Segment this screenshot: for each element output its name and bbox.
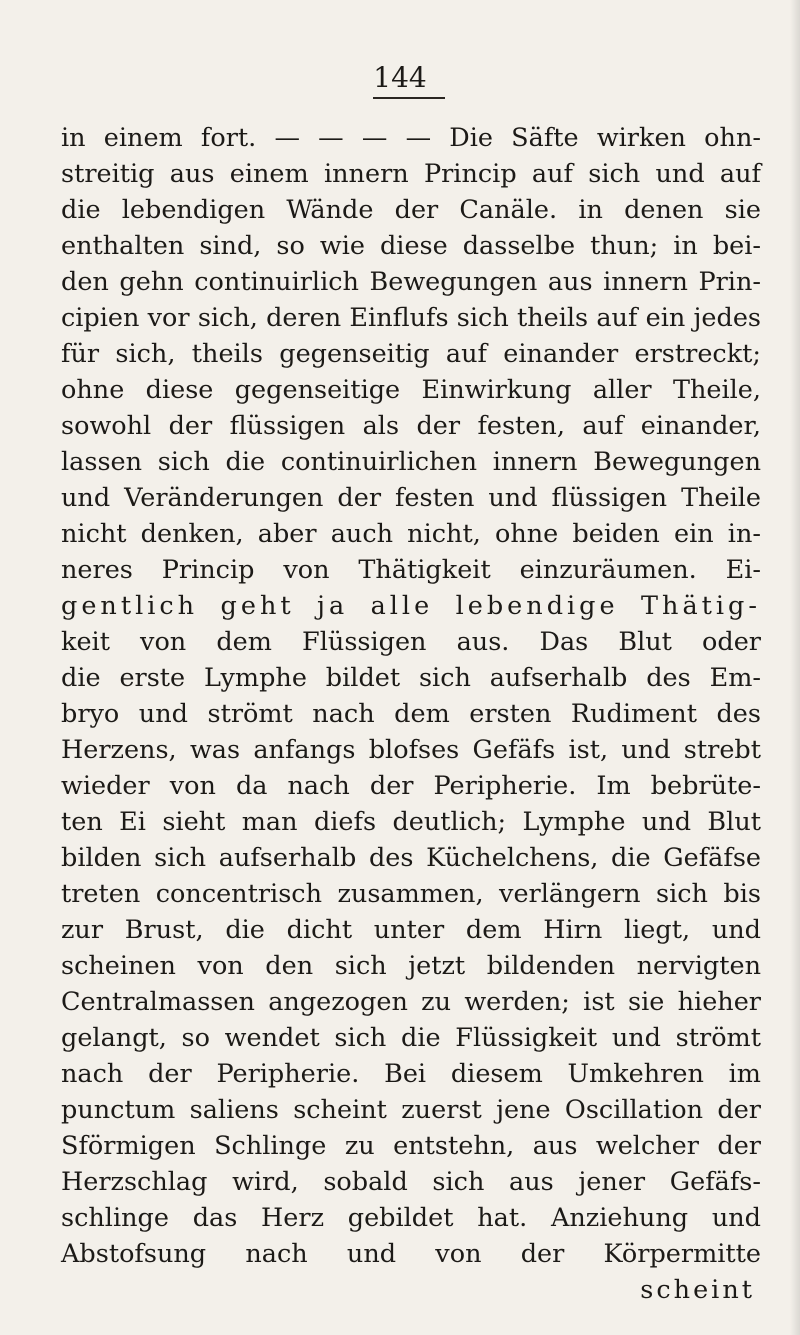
text-line: treten concentrisch zusammen, verlängern sich bis	[61, 879, 761, 909]
text-line: Sförmigen Schlinge zu entstehn, aus welcher der	[61, 1131, 761, 1161]
text-line: ohne diese gegenseitige Einwirkung aller Theile,	[61, 375, 761, 405]
text-line: nach der Peripherie. Bei diesem Umkehren im	[61, 1059, 761, 1089]
text-line: Centralmassen angezogen zu werden; ist sie hieher	[61, 987, 761, 1017]
text-line: sowohl der flüssigen als der festen, auf einander,	[61, 411, 761, 441]
text-line: die erste Lymphe bildet sich aufserhalb des Em-	[61, 663, 761, 693]
text-line: bryo und strömt nach dem ersten Rudiment des	[61, 699, 761, 729]
text-line: Herzschlag wird, sobald sich aus jener Gefäfs-	[61, 1167, 761, 1197]
text-line: zur Brust, die dicht unter dem Hirn liegt, und	[61, 915, 761, 945]
text-line: punctum saliens scheint zuerst jene Oscillation der	[61, 1095, 761, 1125]
text-line: wieder von da nach der Peripherie. Im bebrüte-	[61, 771, 761, 801]
page-number-underline	[373, 97, 445, 99]
text-line: streitig aus einem innern Princip auf sich und auf	[61, 159, 761, 189]
text-line: nicht denken, aber auch nicht, ohne beiden ein in-	[61, 519, 761, 549]
text-line: den gehn continuirlich Bewegungen aus innern Prin-	[61, 267, 761, 297]
text-line: cipien vor sich, deren Einflufs sich theils auf ein jedes	[61, 303, 761, 333]
text-line: Herzens, was anfangs blofses Gefäfs ist, und strebt	[61, 735, 761, 765]
text-line: lassen sich die continuirlichen innern Bewegungen	[61, 447, 761, 477]
text-line-spaced: gentlich geht ja alle lebendige Thätig-	[61, 591, 761, 621]
text-line: für sich, theils gegenseitig auf einander erstreckt;	[61, 339, 761, 369]
text-line: enthalten sind, so wie diese dasselbe thun; in bei-	[61, 231, 761, 261]
text-line: neres Princip von Thätigkeit einzuräumen. Ei-	[61, 555, 761, 585]
page-edge-shadow	[790, 0, 800, 1335]
text-line-spaced: Abstofsung nach und von der Körpermitte	[61, 1239, 761, 1269]
text-line: in einem fort. — — — — Die Säfte wirken ohn-	[61, 123, 761, 153]
text-line: schlinge das Herz gebildet hat. Anziehung und	[61, 1203, 761, 1233]
text-line-final: scheint	[640, 1275, 755, 1305]
text-line: scheinen von den sich jetzt bildenden nervigten	[61, 951, 761, 981]
text-line: die lebendigen Wände der Canäle. in denen sie	[61, 195, 761, 225]
text-line: keit von dem Flüssigen aus. Das Blut oder	[61, 627, 761, 657]
text-line: ten Ei sieht man diefs deutlich; Lymphe und Blut	[61, 807, 761, 837]
text-line: bilden sich aufserhalb des Küchelchens, die Gefäfse	[61, 843, 761, 873]
text-line: gelangt, so wendet sich die Flüssigkeit und strömt	[61, 1023, 761, 1053]
page-number: 144	[373, 61, 427, 94]
text-line: und Veränderungen der festen und flüssigen Theile	[61, 483, 761, 513]
